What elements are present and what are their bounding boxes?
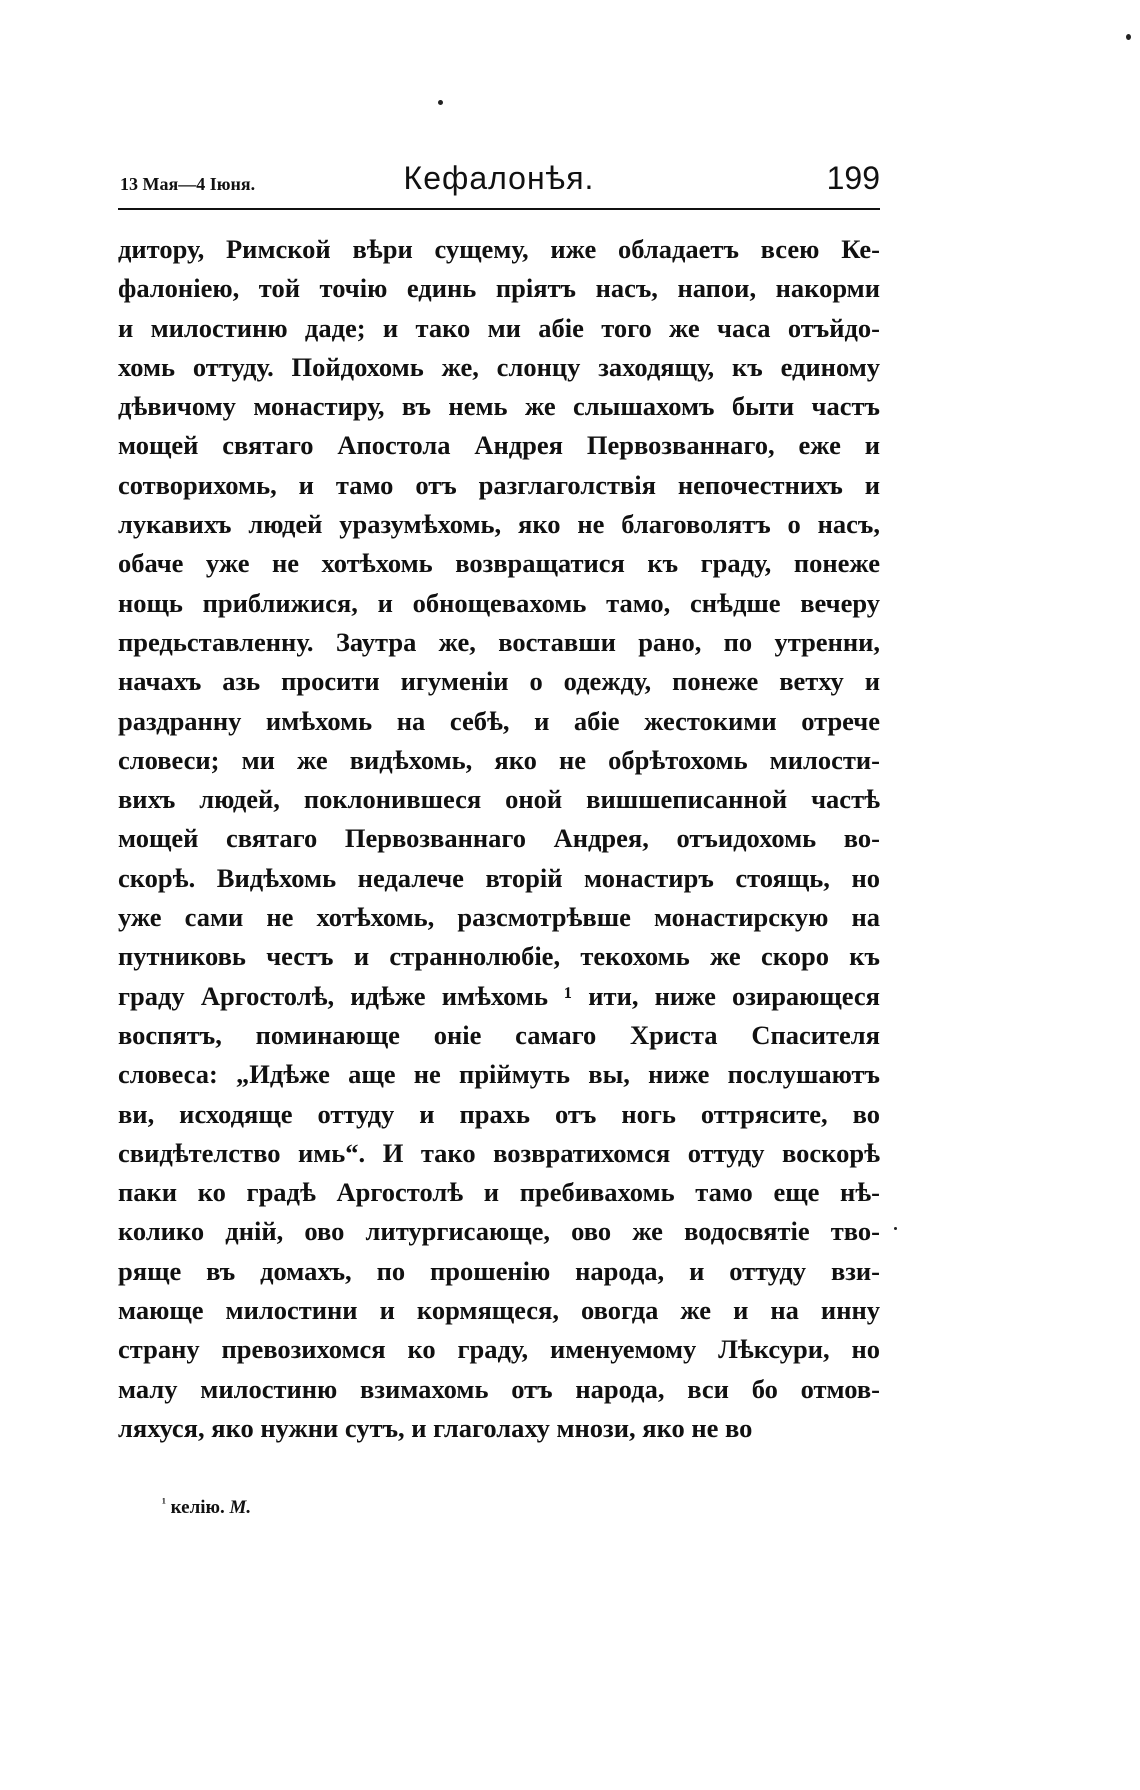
text-line: вихъ людей, поклонившеся оной вишшеписанной частѣ (118, 784, 880, 815)
page-number: 199 (826, 160, 880, 196)
print-speck (894, 1227, 897, 1230)
body-text (118, 230, 880, 1448)
text-line: фалоніею, той точію единь пріятъ насъ, напои, накорми (118, 273, 880, 304)
text-line: колико дній, ово литургисающе, ово же водосвятіе тво- (118, 1216, 880, 1247)
text-line: словеси; ми же видѣхомь, яко не обрѣтохомь милости- (118, 744, 880, 775)
text-line: раздранну имѣхомь на себѣ, и абіе жестокими отрече (118, 705, 880, 736)
footnote-marker: ¹ (162, 1495, 166, 1510)
text-line: лукавихъ людей уразумѣхомь, яко не благоволятъ о насъ, (118, 509, 880, 540)
running-head: 13 Мая—4 Іюня. (120, 174, 256, 194)
text-line: дѣвичому монастиру, въ немь же слышахомъ быти частъ (118, 391, 880, 422)
text-line: словеса: „Идѣже аще не пріймуть вы, ниже послушаютъ (118, 1059, 880, 1090)
text-line: мающе милостини и кормящеся, овогда же и на инну (118, 1295, 880, 1326)
text-line: ляхуся, яко нужни сутъ, и глаголаху мнози, яко не во (118, 1412, 753, 1443)
text-line: ви, исходяще оттуду и прахь отъ ногь оттрясите, во (118, 1098, 880, 1129)
text-line: скорѣ. Видѣхомь недалече вторій монастиръ стоящь, но (118, 862, 880, 893)
text-line: хомь оттуду. Пойдохомь же, слонцу заходящу, къ единому (118, 351, 880, 382)
text-line: и милостиню даде; и тако ми абіе того же часа отъйдо- (118, 312, 880, 343)
text-line: воспятъ, поминающе оніе самаго Христа Спасителя (118, 1019, 880, 1050)
footnote-source: М. (229, 1497, 252, 1518)
text-line: малу милостиню взимахомь отъ народа, вси бо отмов- (118, 1373, 880, 1404)
text-line: граду Аргостолѣ, идѣже имѣхомь ¹ ити, ниже озирающеся (118, 980, 880, 1011)
text-line: паки ко градѣ Аргостолѣ и пребивахомь тамо еще нѣ- (118, 1177, 880, 1208)
text-line: дитору, Римской вѣри сущему, иже обладаетъ всею Ке- (118, 234, 880, 264)
text-line: мощей святаго Апостола Андрея Первозваннаго, еже и (118, 430, 880, 461)
page-header (118, 160, 880, 210)
text-line: страну превозихомся ко граду, именуемому Лѣксури, но (118, 1334, 880, 1365)
text-line: начахъ азь просити игуменіи о одежду, понеже ветху и (118, 666, 880, 697)
text-line: нощь приближися, и обнощевахомь тамо, снѣдше вечеру (118, 587, 880, 618)
page-title: Кефалонѣя. (403, 160, 595, 196)
text-line: ряще въ домахъ, по прошенію народа, и оттуду взи- (118, 1255, 880, 1286)
text-line: путниковь честъ и страннолюбіе, текохомь же скоро къ (118, 941, 880, 972)
text-line: мощей святаго Первозваннаго Андрея, отъидохомь во- (118, 823, 880, 854)
footnote (162, 1495, 251, 1519)
text-line: уже сами не хотѣхомь, разсмотрѣвше монастирскую на (118, 902, 880, 933)
footnote-text: келію. (170, 1497, 225, 1518)
print-speck (1126, 34, 1131, 40)
text-line: сотворихомь, и тамо отъ разглаголствія непочестнихъ и (118, 469, 880, 500)
text-line: предьставленну. Заутра же, воставши рано, по утренни, (118, 626, 880, 657)
text-line: обаче уже не хотѣхомь возвращатися къ граду, понеже (118, 548, 880, 579)
text-line: свидѣтелство имь“. И тако возвратихомся оттуду воскорѣ (118, 1137, 880, 1168)
print-speck (438, 100, 443, 105)
